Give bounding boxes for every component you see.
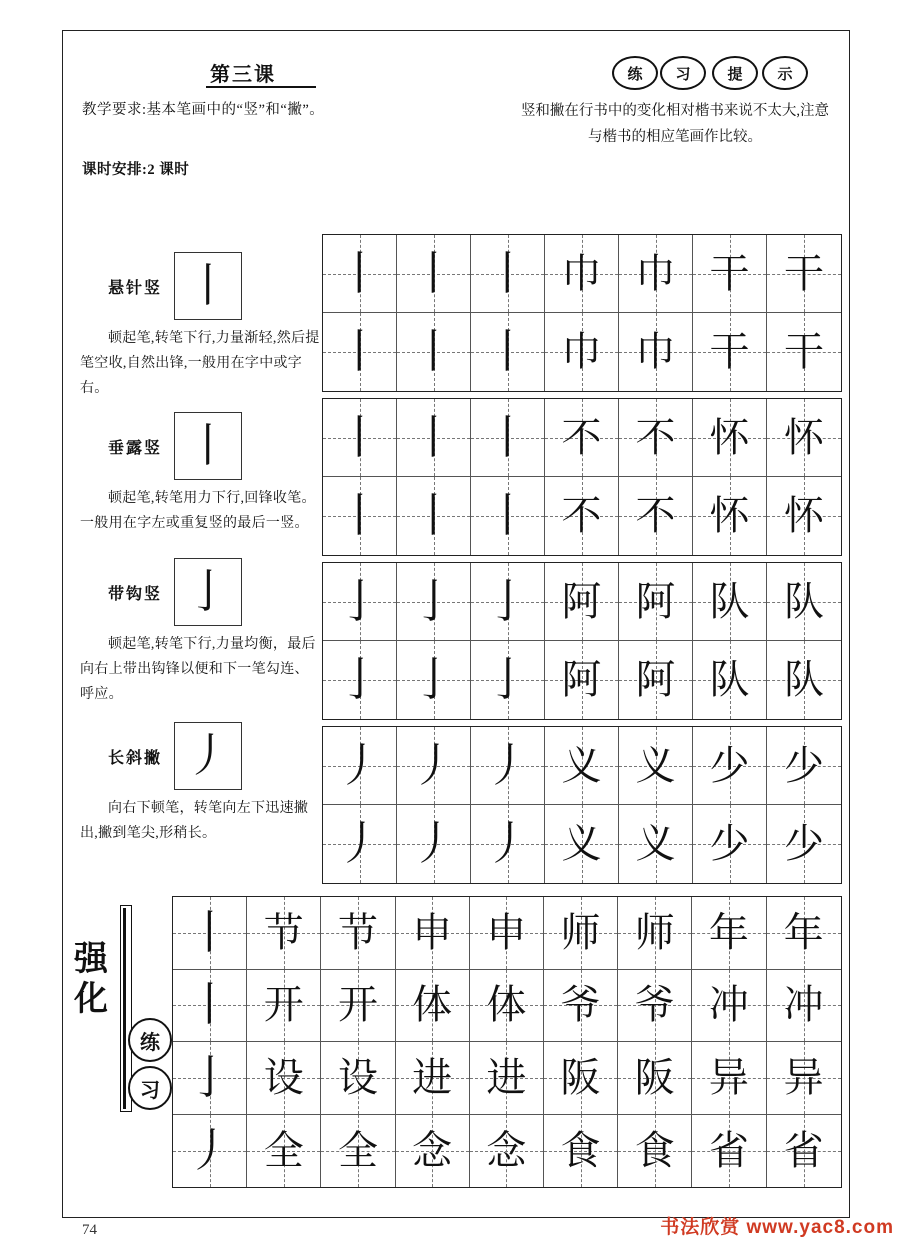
- grid-cell-char: 丨: [186, 979, 233, 1031]
- grid-cell-char: 爷: [560, 982, 601, 1028]
- grid-cell-char: 少: [709, 821, 750, 866]
- grid-cell-char: 丿: [186, 1124, 233, 1176]
- grid-cell-char: 申: [412, 909, 453, 955]
- grid-cell-char: 丨: [410, 326, 457, 377]
- grid-cell-char: 丨: [336, 411, 383, 463]
- grid-cell-char: 念: [486, 1127, 527, 1173]
- grid-cell-char: 丨: [410, 247, 457, 299]
- grid-cell-char: 不: [561, 493, 602, 538]
- grid-cell-char: 丨: [410, 490, 457, 541]
- grid-cell-char: 省: [783, 1127, 824, 1173]
- site-watermark: 书法欣赏 www.yac8.com: [660, 1217, 894, 1238]
- stroke-demo-glyph-2: 丨: [185, 420, 231, 471]
- grid-cell-char: 亅: [336, 575, 383, 627]
- grid-cell-char: 丨: [186, 906, 233, 958]
- grid-cell-char: 亅: [336, 654, 383, 705]
- grid-cell-char: 师: [560, 909, 601, 955]
- grid-cell-char: 队: [784, 657, 824, 702]
- grid-cell-char: 怀: [709, 493, 750, 538]
- stroke-name-1: 悬针竖: [107, 279, 162, 297]
- grid-cell-char: 丨: [336, 247, 383, 299]
- grid-cell-char: 阿: [561, 578, 602, 624]
- grid-cell-char: 巾: [561, 329, 602, 374]
- grid-cell-char: 师: [634, 909, 675, 955]
- strengthen-circle-2: 习: [128, 1066, 172, 1110]
- grid-cell-char: 进: [486, 1054, 527, 1100]
- page-title: 第三课: [210, 64, 276, 86]
- grid-cell-char: 年: [708, 909, 749, 955]
- grid-cell-char: 阿: [561, 657, 602, 702]
- grid-cell-char: 丿: [484, 739, 531, 791]
- grid-cell-char: 亅: [484, 654, 531, 705]
- grid-cell-char: 丨: [336, 326, 383, 377]
- grid-cell-char: 设: [337, 1054, 378, 1100]
- grid-cell-char: 丿: [410, 818, 457, 869]
- grid-cell-char: 申: [486, 909, 527, 955]
- grid-cell-char: 丿: [336, 739, 383, 791]
- grid-cell-char: 亅: [186, 1051, 233, 1103]
- grid-cell-char: 义: [561, 742, 602, 788]
- grid-cell-char: 丨: [484, 247, 531, 299]
- grid-row: [323, 641, 841, 719]
- grid-cell-char: 开: [263, 982, 304, 1028]
- stroke-demo-glyph-4: 丿: [185, 730, 231, 781]
- stroke-desc-4: 向右下顿笔，转笔向左下迅速撇出,撇到笔尖,形稍长。: [80, 801, 309, 841]
- practice-tips-text: 竖和撇在行书中的变化相对楷书来说不太大,注意与楷书的相应笔画作比较。: [520, 103, 830, 145]
- grid-row: [323, 235, 841, 313]
- grid-cell-char: 阿: [635, 578, 676, 624]
- grid-cell-char: 阿: [635, 657, 676, 702]
- stroke-demo-cell-1: [174, 252, 242, 320]
- grid-cell-char: 干: [709, 329, 750, 374]
- grid-cell-char: 怀: [784, 493, 824, 538]
- tips-badge-char-1: 练: [612, 56, 658, 90]
- grid-cell-char: 设: [263, 1054, 304, 1100]
- grid-cell-char: 队: [709, 657, 750, 702]
- grid-cell-char: 冲: [783, 982, 824, 1028]
- grid-cell-char: 义: [635, 742, 676, 788]
- grid-cell-char: 干: [784, 250, 824, 296]
- grid-cell-char: 异: [783, 1054, 824, 1100]
- grid-cell-char: 亅: [484, 575, 531, 627]
- grid-cell-char: 爷: [634, 982, 675, 1028]
- grid-cell-char: 体: [486, 982, 527, 1028]
- grid-cell-char: 年: [783, 909, 824, 955]
- grid-cell-char: 全: [263, 1127, 304, 1173]
- grid-cell-char: 少: [709, 742, 750, 788]
- grid-row: [173, 1115, 841, 1188]
- teaching-requirement: 教学要求:基本笔画中的“竖”和“撇”。: [82, 102, 325, 118]
- grid-cell-char: 节: [263, 909, 304, 955]
- grid-cell-char: 不: [561, 414, 602, 460]
- grid-row: [323, 805, 841, 883]
- grid-row: [173, 897, 841, 970]
- grid-cell-char: 不: [635, 493, 676, 538]
- grid-cell-char: 不: [635, 414, 676, 460]
- grid-cell-char: 异: [708, 1054, 749, 1100]
- grid-cell-char: 节: [337, 909, 378, 955]
- stroke-demo-cell-2: [174, 412, 242, 480]
- grid-cell-char: 开: [337, 982, 378, 1028]
- page-number: 74: [82, 1222, 97, 1238]
- stroke-desc-3: 顿起笔,转笔下行,力量均衡，最后向右上带出钩锋以便和下一笔勾连、呼应。: [80, 637, 316, 702]
- stroke-desc-2: 顿起笔,转笔用力下行,回锋收笔。一般用在字左或重复竖的最后一竖。: [80, 491, 316, 531]
- grid-cell-char: 冲: [708, 982, 749, 1028]
- grid-cell-char: 亅: [410, 654, 457, 705]
- grid-cell-char: 队: [709, 578, 750, 624]
- stroke-demo-glyph-1: 丨: [185, 260, 231, 311]
- strengthen-grid: [172, 896, 842, 1188]
- grid-row: [323, 563, 841, 641]
- grid-cell-char: 干: [709, 250, 750, 296]
- grid-row: [173, 970, 841, 1043]
- grid-cell-char: 丿: [484, 818, 531, 869]
- grid-cell-char: 怀: [709, 414, 750, 460]
- grid-cell-char: 巾: [561, 250, 602, 296]
- grid-cell-char: 体: [412, 982, 453, 1028]
- grid-cell-char: 省: [708, 1127, 749, 1173]
- grid-cell-char: 食: [560, 1127, 601, 1173]
- grid-cell-char: 义: [635, 821, 676, 866]
- stroke-demo-cell-3: [174, 558, 242, 626]
- stroke-desc-1: 顿起笔,转笔下行,力量渐轻,然后提笔空收,自然出锋,一般用在字中或字右。: [80, 331, 320, 396]
- stroke-block-4: [80, 722, 320, 846]
- grid-row: [323, 727, 841, 805]
- grid-cell-char: 队: [784, 578, 824, 624]
- grid-cell-char: 阪: [560, 1054, 601, 1100]
- grid-cell-char: 亅: [410, 575, 457, 627]
- stroke-name-4: 长斜撇: [107, 749, 162, 767]
- grid-cell-char: 进: [412, 1054, 453, 1100]
- grid-cell-char: 念: [412, 1127, 453, 1173]
- grid-row: [173, 1042, 841, 1115]
- grid-cell-char: 丿: [336, 818, 383, 869]
- strengthen-label: 强化: [74, 941, 110, 1018]
- grid-row: [323, 477, 841, 555]
- strengthen-circle-1: 练: [128, 1018, 172, 1062]
- grid-cell-char: 义: [561, 821, 602, 866]
- grid-row: [323, 399, 841, 477]
- grid-cell-char: 丨: [484, 490, 531, 541]
- grid-cell-char: 丨: [410, 411, 457, 463]
- grid-cell-char: 食: [634, 1127, 675, 1173]
- practice-grid-3: [322, 562, 842, 720]
- stroke-block-2: [80, 412, 320, 536]
- grid-cell-char: 少: [784, 742, 824, 788]
- stroke-block-3: [80, 558, 320, 707]
- practice-tips-badge: [612, 56, 802, 88]
- stroke-demo-glyph-3: 亅: [185, 566, 231, 617]
- grid-row: [323, 313, 841, 391]
- grid-cell-char: 丨: [336, 490, 383, 541]
- grid-cell-char: 丿: [410, 739, 457, 791]
- practice-grid-1: [322, 234, 842, 392]
- practice-grid-2: [322, 398, 842, 556]
- grid-cell-char: 巾: [635, 250, 676, 296]
- class-schedule: 课时安排:2 课时: [82, 162, 190, 178]
- title-underline: [206, 86, 316, 88]
- grid-cell-char: 干: [784, 329, 824, 374]
- grid-cell-char: 全: [337, 1127, 378, 1173]
- grid-cell-char: 阪: [634, 1054, 675, 1100]
- stroke-name-2: 垂露竖: [107, 439, 162, 457]
- grid-cell-char: 丨: [484, 326, 531, 377]
- stroke-block-1: [80, 252, 320, 401]
- stroke-name-3: 带钩竖: [107, 585, 162, 603]
- stroke-demo-cell-4: [174, 722, 242, 790]
- tips-badge-char-3: 提: [712, 56, 758, 90]
- grid-cell-char: 少: [784, 821, 824, 866]
- grid-cell-char: 丨: [484, 411, 531, 463]
- practice-grid-4: [322, 726, 842, 884]
- grid-cell-char: 怀: [784, 414, 824, 460]
- grid-cell-char: 巾: [635, 329, 676, 374]
- tips-badge-char-4: 示: [762, 56, 808, 90]
- tips-badge-char-2: 习: [660, 56, 706, 90]
